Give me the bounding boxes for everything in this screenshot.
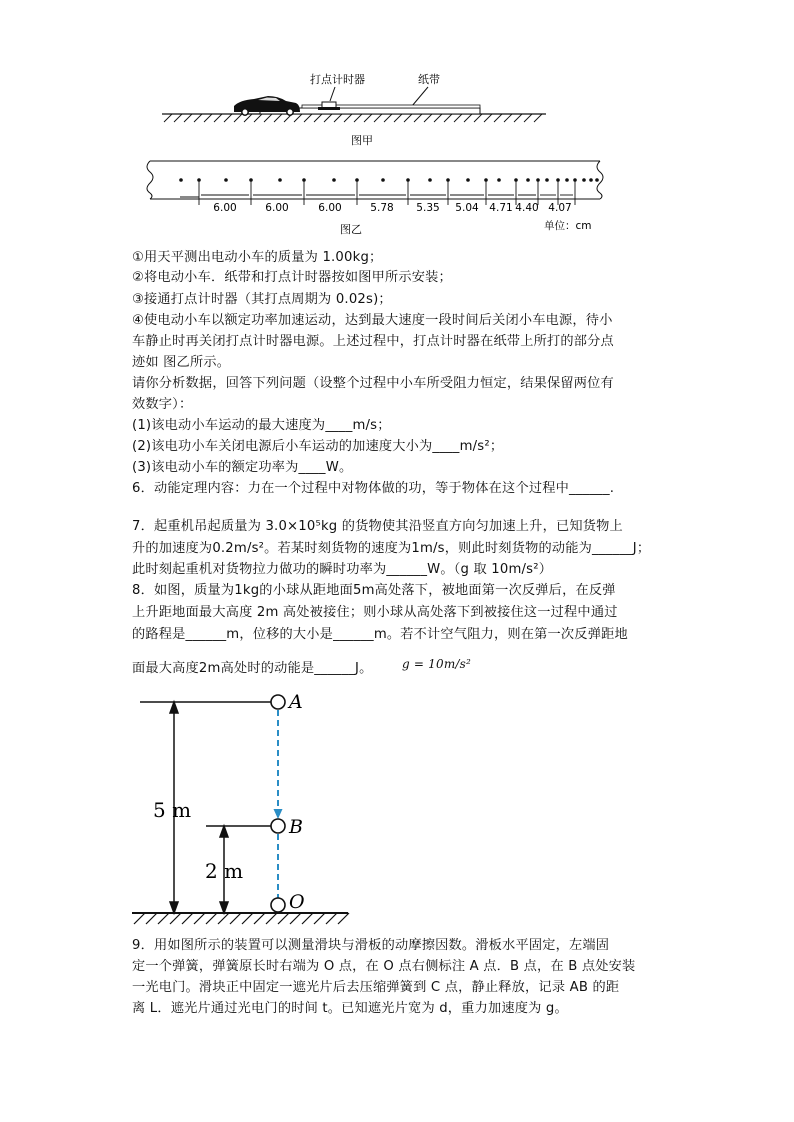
segment-label: 4.07 bbox=[548, 202, 572, 214]
step-4-line-1: ④使电动小车以额定功率加速运动，达到最大速度一段时间后关闭小车电源，待小 bbox=[132, 313, 613, 328]
g-note: g = 10m/s² bbox=[402, 657, 472, 671]
analysis-prompt-1: 请你分析数据，回答下列问题（设整个过程中小车所受阻力恒定，结果保留两位有 bbox=[132, 376, 614, 391]
fig-a-caption: 图甲 bbox=[351, 134, 373, 147]
analysis-prompt-2: 效数字）： bbox=[132, 397, 193, 412]
problem-9-line-3: 一光电门。滑块正中固定一遮光片后去压缩弹簧到 C 点，静止释放，记录 AB 的距 bbox=[132, 980, 620, 995]
label-a: A bbox=[289, 691, 303, 713]
segment-label: 5.35 bbox=[416, 202, 440, 214]
problem-9-line-2: 定一个弹簧，弹簧原长时右端为 O 点，在 O 点右侧标注 A 点．B 点，在 B 点处安装 bbox=[132, 959, 636, 974]
fig-b-caption: 图乙 bbox=[340, 223, 362, 236]
problem-8-line-1: 8．如图，质量为1kg的小球从距地面5m高处落下，被地面第一次反弹后，在反弹 bbox=[132, 583, 616, 598]
figure-tape-dots bbox=[140, 155, 610, 237]
question-2: (2)该电功小车关闭电源后小车运动的加速度大小为____m/s²； bbox=[132, 439, 504, 454]
segment-label: 4.71 bbox=[489, 202, 513, 214]
segment-label: 6.00 bbox=[213, 202, 237, 214]
tape-dots bbox=[179, 178, 599, 182]
segment-label: 6.00 bbox=[318, 202, 342, 214]
label-5m: 5 m bbox=[153, 798, 192, 822]
ball-b bbox=[271, 819, 285, 833]
tape-label: 纸带 bbox=[418, 73, 440, 86]
unit-label: 单位：cm bbox=[544, 220, 592, 232]
segment-label: 4.40 bbox=[515, 202, 539, 214]
problem-8-line-4: 面最大高度2m高处时的动能是______J。 bbox=[132, 661, 373, 676]
segment-label: 5.04 bbox=[455, 202, 479, 214]
step-3: ③接通打点计时器（其打点周期为 0.02s)； bbox=[132, 292, 392, 307]
figure-car-timer bbox=[150, 70, 560, 150]
problem-9-line-1: 9．用如图所示的装置可以测量滑块与滑板的动摩擦因数。滑板水平固定，左端固 bbox=[132, 938, 610, 953]
problem-8-line-3: 的路程是______m，位移的大小是______m。若不计空气阻力，则在第一次反弹距地 bbox=[132, 627, 628, 642]
step-4-line-2: 车静止时再关闭打点计时器电源。上述过程中，打点计时器在纸带上所打的部分点 bbox=[132, 334, 614, 349]
ball-o bbox=[271, 898, 285, 912]
ground-hatch bbox=[162, 114, 546, 122]
figure-ball-drop bbox=[128, 688, 358, 928]
step-4-line-3: 迹如 图乙所示。 bbox=[132, 355, 231, 370]
problem-9-line-4: 离 L．遮光片通过光电门的时间 t。已知遮光片宽为 d，重力加速度为 g。 bbox=[132, 1001, 568, 1016]
label-o: O bbox=[289, 891, 305, 913]
segment-label: 6.00 bbox=[265, 202, 289, 214]
step-1: ①用天平测出电动小车的质量为 1.00kg； bbox=[132, 250, 383, 265]
problem-6: 6．动能定理内容：力在一个过程中对物体做的功，等于物体在这个过程中______. bbox=[132, 481, 615, 496]
ball-a bbox=[271, 695, 285, 709]
segment-labels bbox=[213, 202, 571, 214]
step-2: ②将电动小车．纸带和打点计时器按如图甲所示安装； bbox=[132, 270, 452, 285]
problem-7-line-3: 此时刻起重机对货物拉力做功的瞬时功率为______W。（g 取 10m/s²） bbox=[132, 562, 553, 577]
label-2m: 2 m bbox=[205, 859, 244, 883]
problem-8-line-2: 上升距地面最大高度 2m 高处被接住；则小球从高处落下到被接住这一过程中通过 bbox=[132, 605, 618, 620]
label-b: B bbox=[289, 816, 303, 838]
question-1: (1)该电动小车运动的最大速度为____m/s； bbox=[132, 418, 391, 433]
problem-7-line-2: 升的加速度为0.2m/s²。若某时刻货物的速度为1m/s，则此时刻货物的动能为______J； bbox=[132, 541, 651, 556]
question-3: (3)该电动小车的额定功率为____W。 bbox=[132, 460, 353, 475]
segment-label: 5.78 bbox=[370, 202, 394, 214]
timer-label: 打点计时器 bbox=[310, 73, 365, 86]
problem-7-line-1: 7．起重机吊起质量为 3.0×10⁵kg 的货物使其沿竖直方向匀加速上升，已知货物上 bbox=[132, 519, 623, 534]
